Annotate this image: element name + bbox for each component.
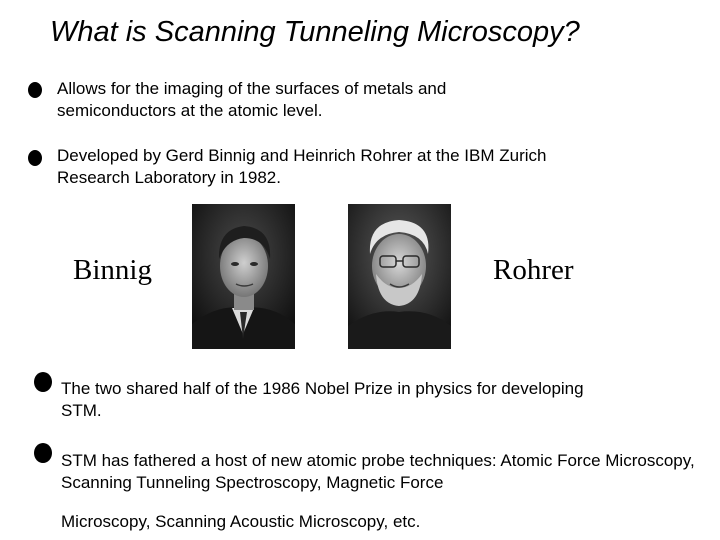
bullet-dot-2 (28, 150, 42, 166)
bullet-text-3: The two shared half of the 1986 Nobel Prize in physics for developing STM. (61, 379, 584, 420)
bullet-text-2: Developed by Gerd Binnig and Heinrich Rohrer at the IBM Zurich Research Laboratory in 1982. (57, 146, 547, 187)
bullet-dot-1 (28, 82, 42, 98)
photo-rohrer (348, 204, 451, 349)
bullet-dot-3 (34, 372, 52, 392)
person-label-binnig: Binnig (73, 254, 152, 286)
person-label-rohrer: Rohrer (493, 254, 574, 286)
bullet-text-4: STM has fathered a host of new atomic probe techniques: Atomic Force Microscopy, Scanning Tunneling Spectroscopy, Magnetic Force (61, 451, 695, 492)
bullet-dot-4 (34, 443, 52, 463)
bullet-text-4-continued: Microscopy, Scanning Acoustic Microscopy, etc. (61, 512, 421, 531)
slide-title: What is Scanning Tunneling Microscopy? (50, 16, 580, 48)
photo-binnig (192, 204, 295, 349)
bullet-text-1: Allows for the imaging of the surfaces of metals and semiconductors at the atomic level. (57, 79, 447, 120)
